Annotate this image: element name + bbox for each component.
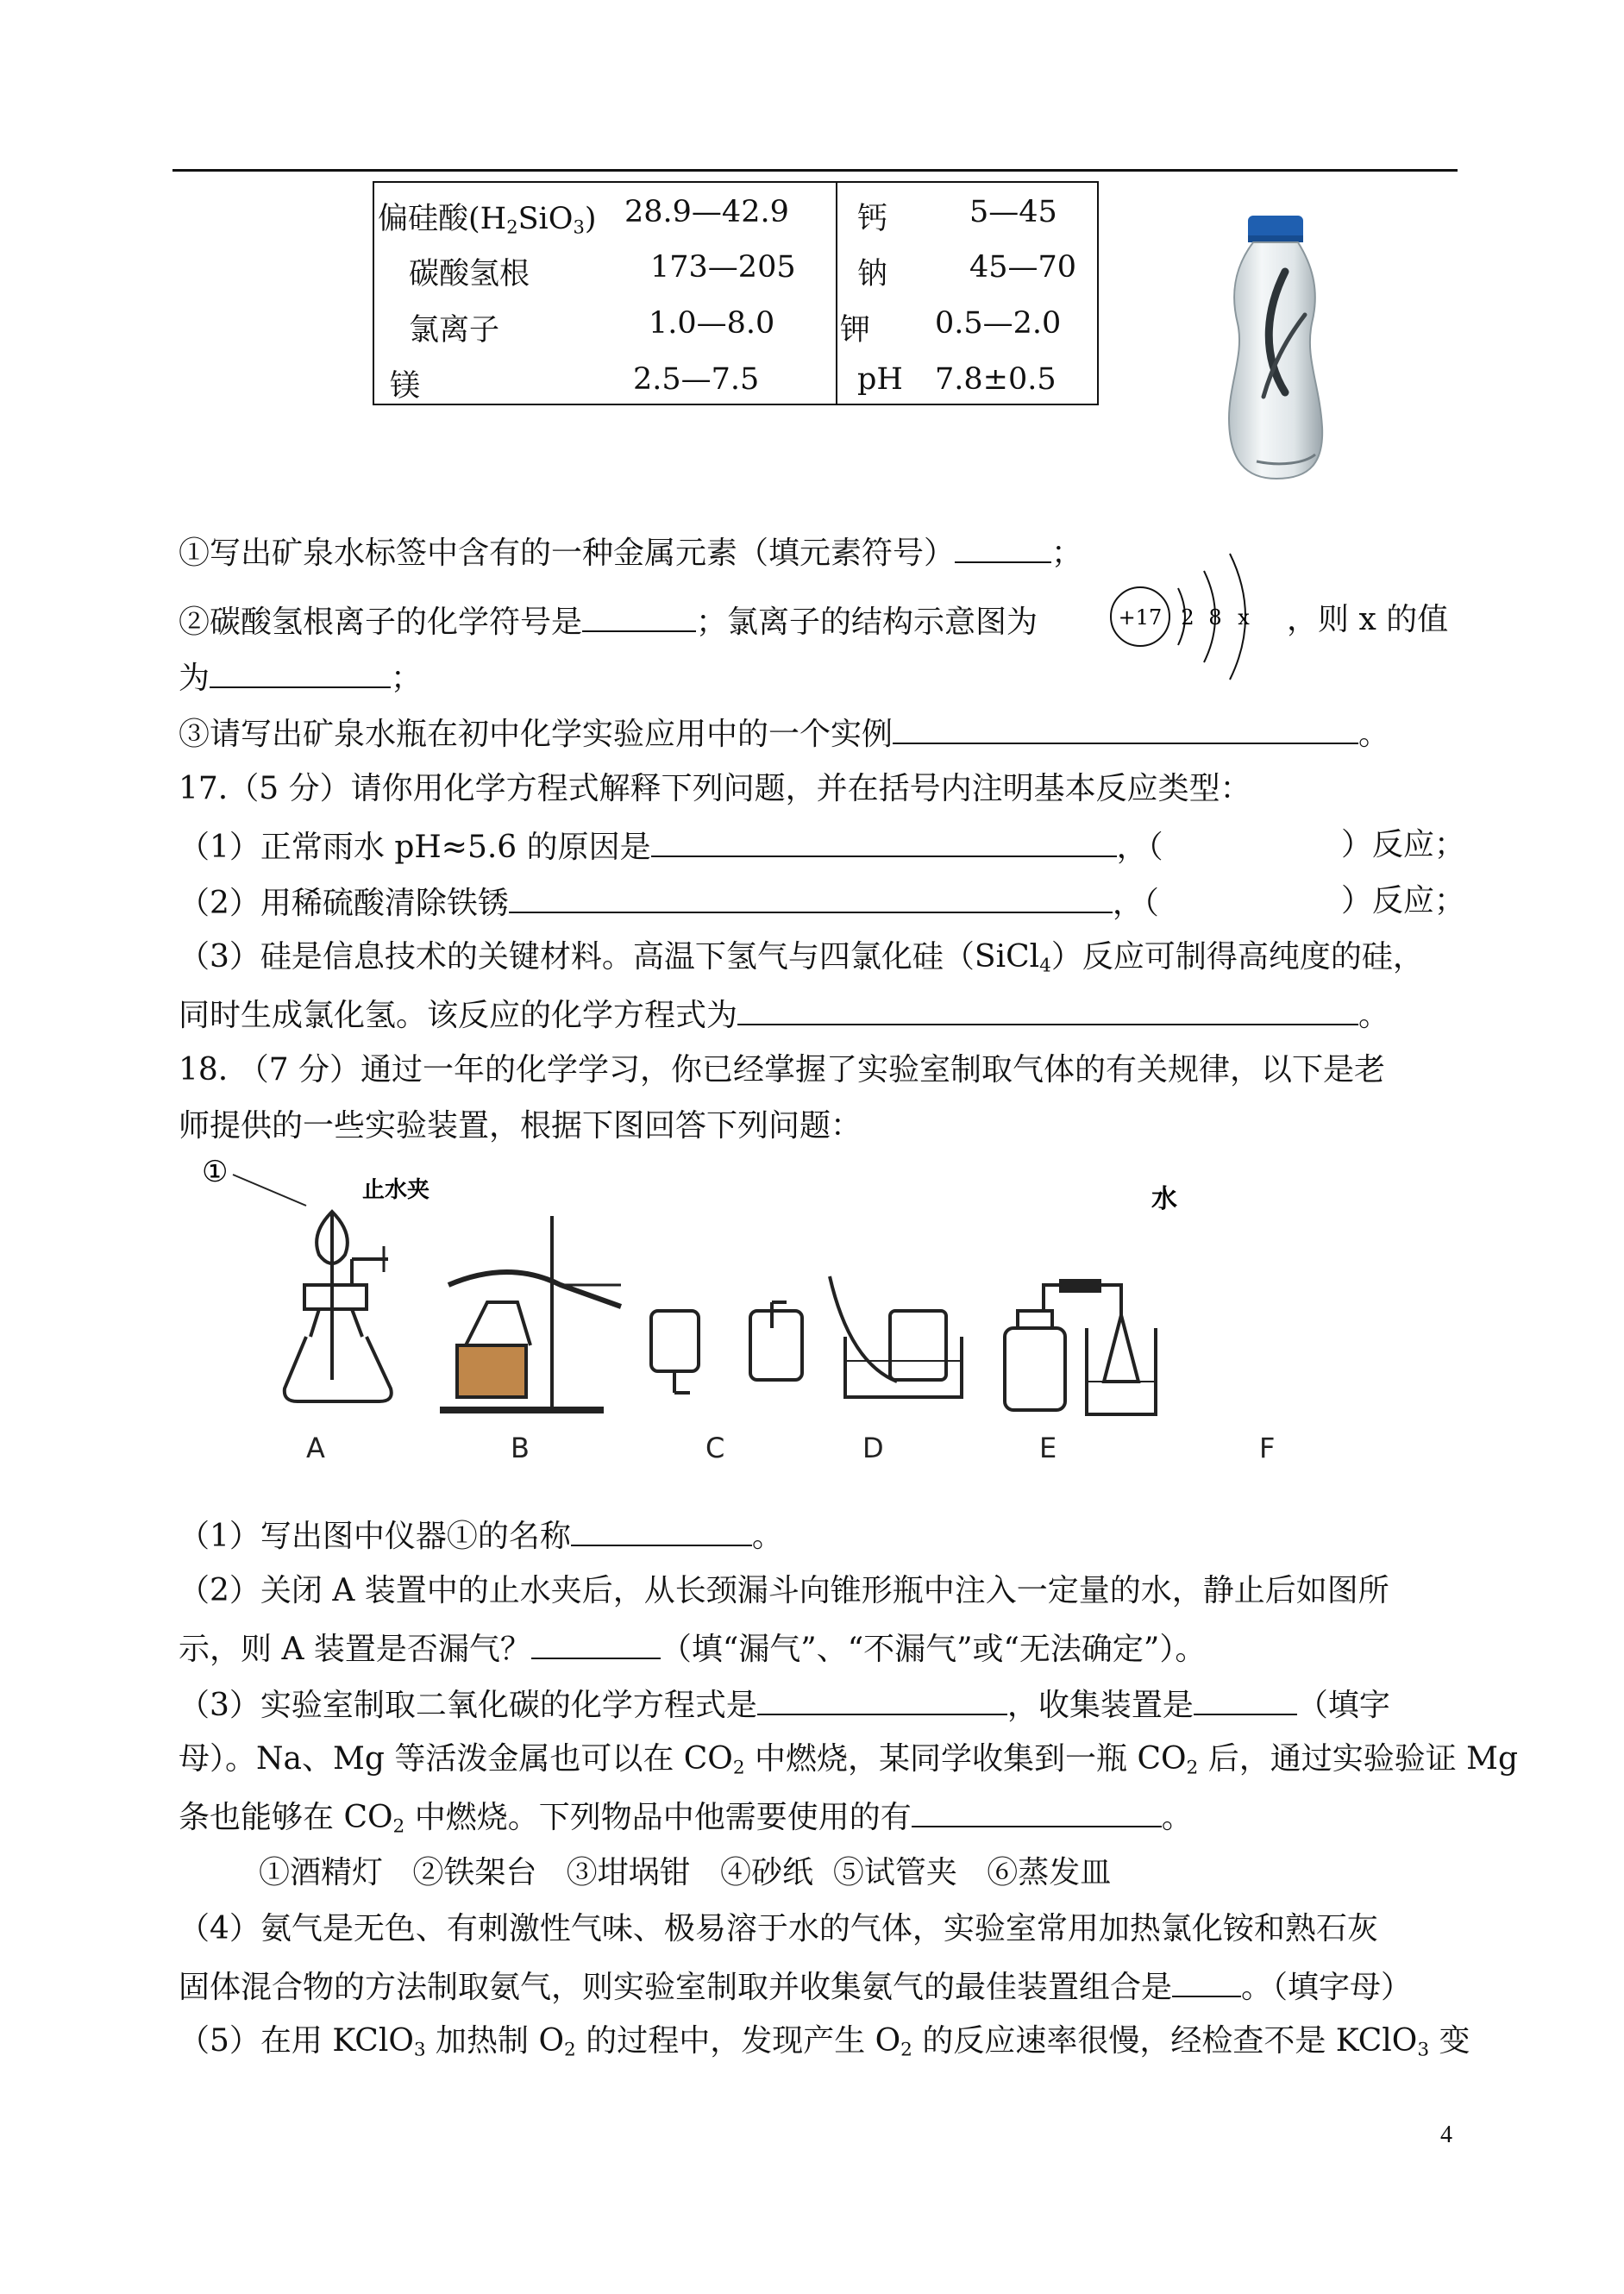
cell-value2: 0.5—2.0	[935, 306, 1062, 341]
q16-part2-tail: ，则 x 的值	[1287, 602, 1449, 637]
q16-part3: ③请写出矿泉水瓶在初中化学实验应用中的一个实例 。	[179, 713, 1389, 754]
cell-name: 镁	[390, 369, 421, 404]
water-bottle-image	[1203, 211, 1350, 483]
apparatus-label-d: D	[862, 1432, 884, 1464]
clamp-label: 止水夹	[362, 1177, 430, 1203]
cell-value: 2.5—7.5	[633, 362, 760, 397]
q17-item1: （1）正常雨水 pH≈5.6 的原因是 ，（	[179, 826, 1163, 867]
cell-value: 173—205	[650, 250, 796, 285]
cell-value2: 7.8±0.5	[935, 362, 1057, 397]
shell-1-electrons: 2	[1181, 605, 1194, 630]
q17-item3: （3）硅是信息技术的关键材料。高温下氢气与四氯化硅（SiCl$_4$）反应可制得高纯度的硅，	[179, 939, 1424, 977]
cell-name: 碳酸氢根	[409, 257, 530, 291]
q17-item3-cont: 同时生成氯化氢。该反应的化学方程式为 。	[179, 994, 1389, 1035]
cell-name2: pH	[857, 362, 903, 397]
q16-part2-cont: 为 ；	[179, 657, 422, 698]
mineral-label-table	[373, 181, 1099, 405]
q17-item2: （2）用稀硫酸清除铁锈 ，（	[179, 882, 1159, 923]
table-divider	[836, 183, 837, 404]
apparatus-figure	[190, 1156, 1414, 1466]
cell-value: 28.9—42.9	[624, 195, 789, 229]
answer-blank[interactable]	[1172, 1966, 1241, 1997]
cell-value2: 5—45	[969, 195, 1057, 229]
q18-title-line1: 18. （7 分）通过一年的化学学习，你已经掌握了实验室制取气体的有关规律，以下是老	[179, 1052, 1386, 1087]
answer-blank[interactable]	[737, 994, 1358, 1025]
chloride-ion-diagram	[1095, 526, 1294, 707]
cell-value2: 45—70	[969, 250, 1077, 285]
cell-name2: 钠	[857, 257, 888, 291]
q18-part1: （1）写出图中仪器①的名称 。	[179, 1515, 783, 1556]
apparatus-label-b: B	[511, 1432, 530, 1464]
q18-part3-cont: 母）。Na、Mg 等活泼金属也可以在 $CO_2$ 中燃烧，某同学收集到一瓶 $CO_2$ 后，通过实验验证 Mg	[179, 1741, 1519, 1779]
table-row: 偏硅酸$(H_2SiO_3)$	[378, 202, 597, 238]
water-label: 水	[1151, 1184, 1177, 1214]
q18-title-line2: 师提供的一些实验装置，根据下图回答下列问题：	[179, 1108, 862, 1144]
cell-name2: 钙	[857, 202, 888, 236]
answer-blank[interactable]	[893, 713, 1358, 744]
answer-blank[interactable]	[210, 657, 391, 688]
header-rule	[172, 169, 1458, 172]
q16-part1: ①写出矿泉水标签中含有的一种金属元素（填元素符号） ；	[179, 532, 1082, 573]
q18-part2: （2）关闭 A 装置中的止水夹后，从长颈漏斗向锥形瓶中注入一定量的水，静止后如图所	[179, 1573, 1389, 1608]
q17-item2-type: ）反应；	[1341, 883, 1466, 918]
shell-2-electrons: 8	[1208, 605, 1222, 630]
shell-3-electrons: x	[1238, 605, 1250, 630]
answer-blank[interactable]	[955, 532, 1051, 563]
cell-name: 氯离子	[409, 313, 500, 348]
q18-part4-cont: 固体混合物的方法制取氨气，则实验室制取并收集氨气的最佳装置组合是 。（填字母）	[179, 1966, 1412, 2007]
answer-blank[interactable]	[1194, 1684, 1297, 1715]
apparatus-label-f: F	[1259, 1432, 1276, 1464]
q18-item-options: ①酒精灯 ②铁架台 ③坩埚钳 ④砂纸 ⑤试管夹 ⑥蒸发皿	[259, 1855, 1112, 1890]
q18-part2-cont: 示，则 A 装置是否漏气？ （填“漏气”、“不漏气”或“无法确定”）。	[179, 1628, 1206, 1669]
apparatus-label-a: A	[306, 1432, 325, 1464]
answer-blank[interactable]	[531, 1628, 661, 1659]
apparatus-label-e: E	[1039, 1432, 1057, 1464]
q18-part5: （5）在用 KClO$_3$ 加热制 $O_2$ 的过程中，发现产生 $O_2$ 的反应速率很慢，经检查不是 KClO$_3$ 变	[179, 2023, 1470, 2061]
cell-value: 1.0—8.0	[649, 306, 775, 341]
answer-blank[interactable]	[757, 1684, 1007, 1715]
instrument-marker: ①	[202, 1156, 229, 1189]
q18-part4: （4）氨气是无色、有刺激性气味、极易溶于水的气体，实验室常用加热氯化铵和熟石灰	[179, 1911, 1378, 1946]
q18-part3-cont2: 条也能够在 $CO_2$ 中燃烧。下列物品中他需要使用的有 。	[179, 1796, 1193, 1846]
answer-blank[interactable]	[912, 1796, 1162, 1827]
answer-blank[interactable]	[571, 1515, 752, 1546]
q17-item1-type: ）反应；	[1341, 827, 1466, 862]
page-number: 4	[1440, 2122, 1452, 2148]
q17-title: 17.（5 分）请你用化学方程式解释下列问题，并在括号内注明基本反应类型：	[179, 771, 1251, 806]
q18-part3: （3）实验室制取二氧化碳的化学方程式是 ，收集装置是 （填字	[179, 1684, 1390, 1725]
cell-name: 偏硅酸	[378, 202, 469, 236]
q16-part2: ②碳酸氢根离子的化学符号是 ；氯离子的结构示意图为	[179, 601, 1038, 642]
answer-blank[interactable]	[509, 882, 1113, 913]
cell-name2: 钾	[840, 313, 871, 348]
answer-blank[interactable]	[651, 826, 1117, 857]
answer-blank[interactable]	[582, 601, 696, 632]
nucleus-charge: +17	[1118, 605, 1163, 630]
apparatus-label-c: C	[705, 1432, 725, 1464]
